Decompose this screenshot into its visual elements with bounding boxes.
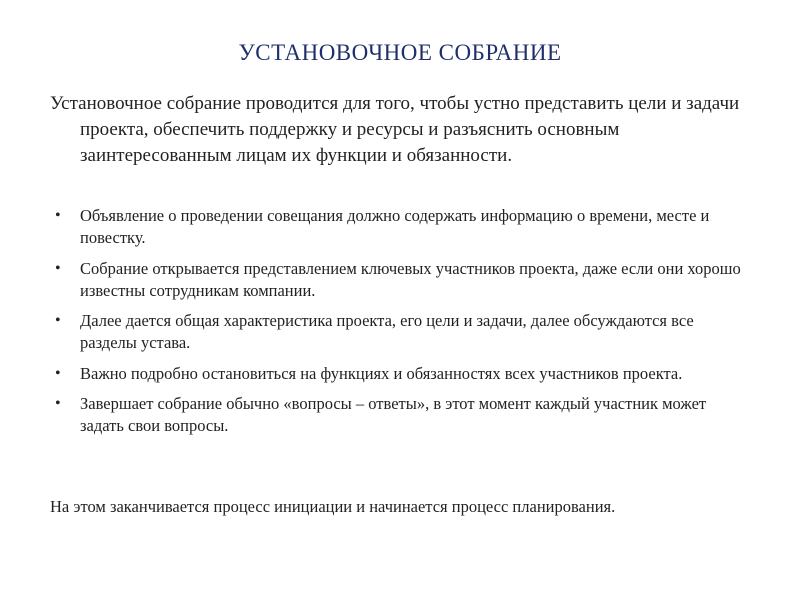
bullet-item	[50, 393, 750, 437]
intro-paragraph: Установочное собрание проводится для того, чтобы устно представить цели и задачи проекта, обеспечить поддержку и ресурсы и разъяснить основным заинтересованным лицам их функции и обязанности.	[50, 93, 740, 166]
bullet-list	[50, 205, 750, 446]
bullet-text: Далее дается общая характеристика проекта, его цели и задачи, далее обсуждаются все разделы устава.	[80, 311, 694, 352]
bullet-icon: •	[55, 207, 61, 224]
bullet-text: Объявление о проведении совещания должно содержать информацию о времени, месте и повестку.	[80, 206, 710, 247]
bullet-text: Важно подробно остановиться на функциях и обязанностях всех участников проекта.	[80, 363, 683, 383]
bullet-item	[50, 363, 750, 385]
bullet-icon: •	[55, 259, 61, 277]
bullet-item	[50, 310, 750, 354]
slide-title: УСТАНОВОЧНОЕ СОБРАНИЕ	[238, 40, 562, 65]
bullet-icon: •	[55, 364, 61, 382]
bullet-icon: •	[55, 312, 61, 329]
bullet-item	[50, 258, 750, 302]
bullet-icon: •	[55, 395, 61, 412]
closing-paragraph: На этом заканчивается процесс инициации и начинается процесс планирования.	[50, 497, 616, 516]
bullet-text: Завершает собрание обычно «вопросы – ответы», в этот момент каждый участник может задать свои вопросы.	[80, 394, 707, 435]
bullet-text: Собрание открывается представлением ключевых участников проекта, даже если они хорошо известны сотрудникам компании.	[80, 258, 741, 300]
bullet-item	[50, 205, 750, 249]
